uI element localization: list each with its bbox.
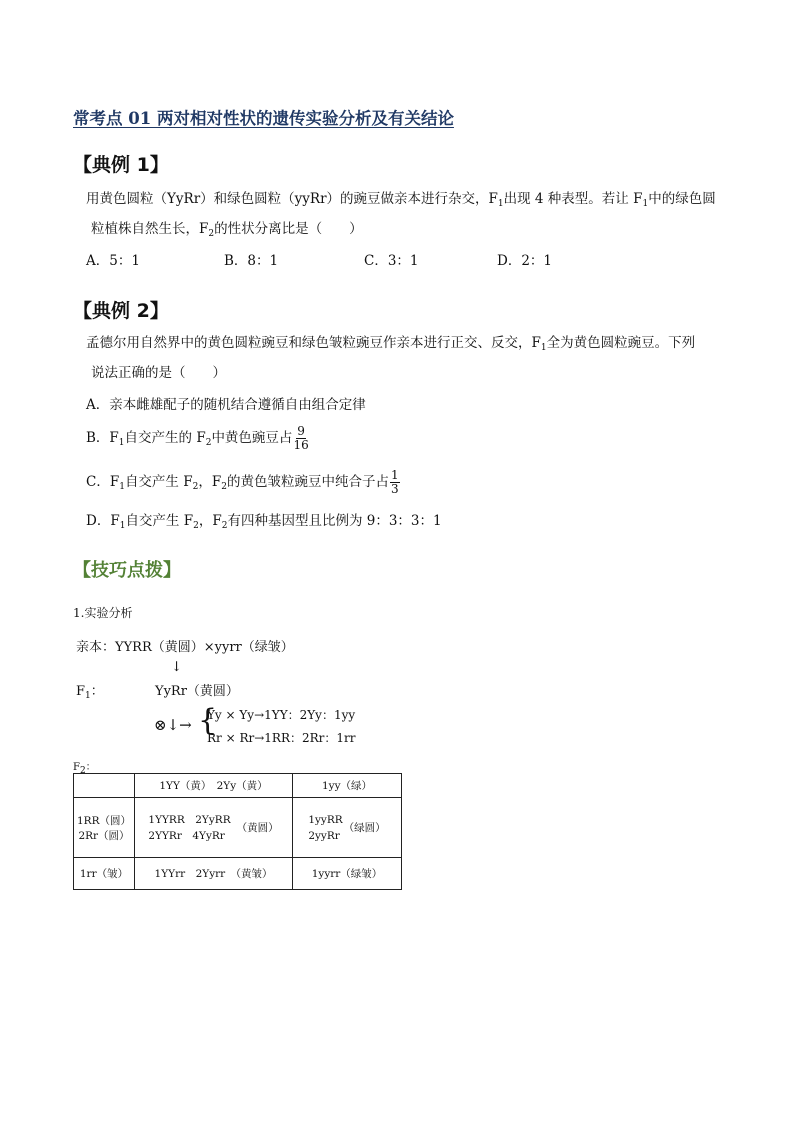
example2-heading: 【典例 2】 [73, 300, 169, 322]
table-header-cell: 1yy（绿） [293, 774, 402, 798]
table-row [74, 858, 402, 890]
example1-line2: 粒植株自然生长，$F_2$的性状分离比是（ ） [91, 221, 363, 239]
selfing-arrow-icon: ⊗↓→ [154, 716, 192, 734]
example2-option-b: B．$F_1$自交产生的 $F_2$中黄色豌豆占 $\frac{9}{16}$ [86, 424, 309, 452]
example1-option-a: A．5：1 [86, 253, 140, 269]
table-row-label: 1rr（皱） [74, 858, 135, 890]
table-cell: 1yyRR 2yyRr （绿圆） [293, 798, 402, 858]
fraction-9-16: $\frac{9}{16}$ [293, 424, 309, 452]
page-title: 常考点 01 两对相对性状的遗传实验分析及有关结论 [73, 109, 454, 128]
down-arrow-icon: ↓ [171, 659, 183, 675]
f1-genotype: YyRr（黄圆） [155, 684, 239, 699]
example1-option-b: B．8：1 [224, 253, 279, 269]
example2-line2: 说法正确的是（ ） [91, 365, 226, 381]
example2-option-c: C．$F_1$自交产生 $F_2$，$F_2$的黄色皱粒豌豆中纯合子占 $\frac{1}{3}$ [86, 468, 399, 496]
f2-punnett-table [73, 773, 402, 890]
f1-label: $F_1$： [76, 684, 104, 701]
table-cell: 1yyrr（绿皱） [293, 858, 402, 890]
example1-option-d: D．2：1 [497, 253, 553, 269]
example2-option-a: A．亲本雌雄配子的随机结合遵循自由组合定律 [86, 397, 366, 413]
table-header-cell: 1YY（黄） 2Yy（黄） [135, 774, 293, 798]
tips-heading: 【技巧点拨】 [73, 560, 181, 581]
f2-label: $F_2$： [73, 762, 96, 776]
example2-option-d: D．$F_1$自交产生 $F_2$，$F_2$有四种基因型且比例为 9：3：3：1 [86, 513, 442, 531]
table-header-row [74, 774, 402, 798]
table-row-label: 1RR（圆） 2Rr（圆） [74, 798, 135, 858]
table-cell: 1YYrr 2Yyrr （黄皱） [135, 858, 293, 890]
example1-line1: 用黄色圆粒（YyRr）和绿色圆粒（yyRr）的豌豆做亲本进行杂交，$F_1$出现 4 种表型。若让 $F_1$中的绿色圆 [86, 191, 716, 209]
table-cell: 1YYRR 2YyRR 2YYRr 4YyRr （黄圆） [135, 798, 293, 858]
fraction-1-3: $\frac{1}{3}$ [390, 468, 399, 496]
table-row [74, 798, 402, 858]
example2-line1: 孟德尔用自然界中的黄色圆粒豌豆和绿色皱粒豌豆作亲本进行正交、反交，$F_1$全为黄色圆粒豌豆。下列 [86, 335, 696, 353]
cross-rr: Rr × Rr→1RR：2Rr：1rr [207, 731, 356, 745]
table-cell [74, 774, 135, 798]
tips-section-title: 1.实验分析 [73, 606, 133, 620]
cross-parents: 亲本：YYRR（黄圆）×yyrr（绿皱） [76, 640, 294, 655]
example1-option-c: C．3：1 [364, 253, 419, 269]
cross-yy: Yy × Yy→1YY：2Yy：1yy [207, 708, 356, 722]
brace-icon: { [198, 703, 218, 738]
example1-heading: 【典例 1】 [73, 154, 169, 176]
